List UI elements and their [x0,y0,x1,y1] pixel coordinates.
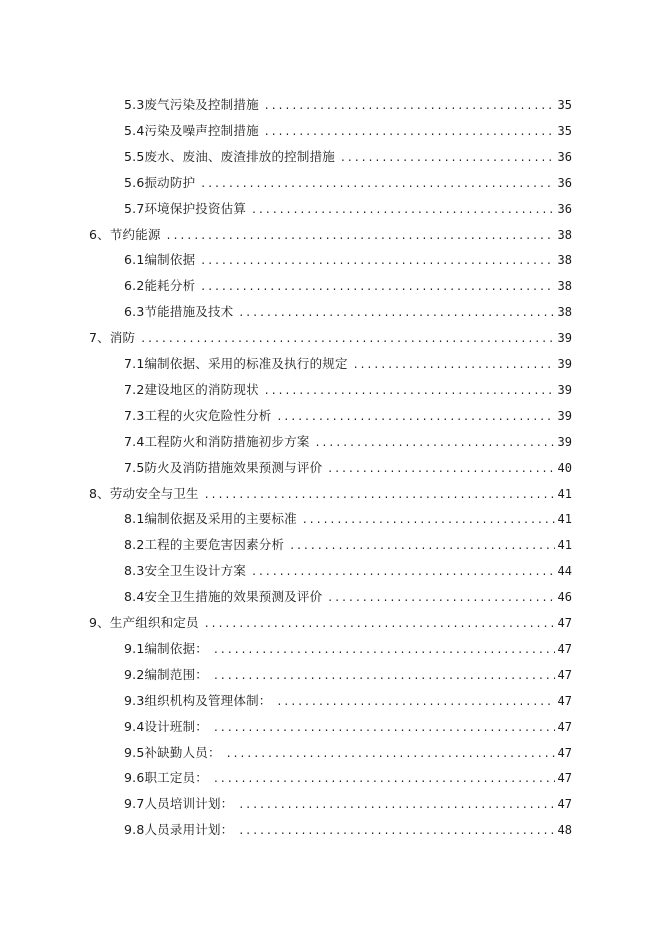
toc-entry-title: 8.1编制依据及采用的主要标准 [124,511,297,527]
toc-page-number: 38 [557,227,572,242]
toc-dot-leader [316,433,555,451]
toc-dot-leader [277,407,554,425]
toc-page-number: 36 [557,175,572,190]
toc-section-entry[interactable] [124,510,572,528]
toc-entry-title: 5.5废水、废油、废渣排放的控制措施 [124,148,335,164]
toc-page-number: 39 [557,382,572,397]
toc-page-number: 35 [557,98,572,112]
toc-section-entry[interactable] [124,821,572,839]
toc-entry-title: 7、消防 [89,330,136,346]
toc-entry-title: 8.4安全卫生措施的效果预测及评价 [124,589,323,605]
toc-dot-leader [328,459,554,477]
toc-entry-title: 7.4工程防火和消防措施初步方案 [124,433,310,449]
toc-page-number: 47 [557,719,572,734]
toc-section-entry[interactable] [124,303,572,321]
toc-page-number: 39 [557,357,572,371]
toc-entry-title: 9.3组织机构及管理体制： [124,692,272,708]
toc-entry-title: 5.7环境保护投资估算 [124,200,247,216]
toc-dot-leader [167,226,555,244]
toc-page-number: 47 [557,616,572,630]
toc-entry-title: 8、劳动安全与卫生 [89,485,199,501]
toc-section-entry[interactable] [124,174,572,192]
toc-entry-title: 9.7人员培训计划： [124,796,234,812]
toc-page-number: 44 [557,564,572,579]
toc-entry-title: 6.3节能措施及技术 [124,304,234,320]
toc-dot-leader [141,329,554,347]
toc-page-number: 41 [557,538,572,553]
toc-section-entry[interactable] [124,692,572,710]
toc-section-entry[interactable] [124,769,572,787]
toc-dot-leader [290,536,554,554]
toc-page-number: 41 [557,512,572,527]
toc-entry-title: 8.3安全卫生设计方案 [124,563,247,579]
toc-section-entry[interactable] [124,459,572,477]
toc-dot-leader [227,744,555,762]
toc-entry-title: 9.5补缺勤人员： [124,744,221,760]
toc-entry-title: 5.6振动防护 [124,174,196,190]
toc-entry-title: 7.3工程的火灾危险性分析 [124,407,272,423]
toc-page-number: 36 [557,149,572,164]
toc-section-entry[interactable] [124,200,572,218]
toc-dot-leader [214,666,555,684]
toc-dot-leader [201,251,554,269]
toc-section-entry[interactable] [124,744,572,762]
toc-dot-leader [214,640,555,658]
toc-entry-title: 9.2编制范围： [124,666,208,682]
toc-dot-leader [252,562,554,580]
toc-section-entry[interactable] [124,588,572,606]
toc-dot-leader [201,277,554,295]
toc-page-number: 39 [557,434,572,449]
toc-dot-leader [341,148,555,166]
toc-section-entry[interactable] [124,122,572,140]
toc-page-number: 38 [557,305,572,320]
toc-entry-title: 7.1编制依据、采用的标准及执行的规定 [124,356,348,371]
toc-entry-title: 7.5防火及消防措施效果预测与评价 [124,459,323,475]
toc-entry-title: 5.4污染及噪声控制措施 [124,122,259,138]
toc-page-number: 48 [557,823,572,838]
toc-chapter-entry[interactable] [89,485,572,503]
toc-section-entry[interactable] [124,718,572,736]
toc-dot-leader [214,718,555,736]
toc-section-entry[interactable] [124,96,572,114]
toc-page-number: 41 [557,486,572,501]
toc-page-number: 47 [557,797,572,812]
toc-page-number: 47 [557,693,572,708]
toc-dot-leader [205,485,555,503]
toc-chapter-entry[interactable] [89,329,572,347]
toc-page-number: 47 [557,641,572,656]
toc-page-number: 47 [557,771,572,786]
toc-entry-title: 9.4设计班制： [124,718,208,734]
toc-section-entry[interactable] [124,640,572,658]
toc-page-number: 39 [557,331,572,346]
toc-dot-leader [277,692,554,710]
toc-dot-leader [303,510,555,528]
toc-entry-title: 9、生产组织和定员 [89,615,199,630]
toc-entry-title: 7.2建设地区的消防现状 [124,381,259,397]
toc-entry-title: 9.6职工定员： [124,770,208,786]
toc-page-number: 36 [557,201,572,216]
toc-entry-title: 6.2能耗分析 [124,278,196,294]
toc-section-entry[interactable] [124,381,572,399]
toc-entry-title: 9.1编制依据： [124,640,208,656]
toc-section-entry[interactable] [124,277,572,295]
toc-dot-leader [205,614,555,632]
toc-entry-title: 8.2工程的主要危害因素分析 [124,537,285,553]
toc-section-entry[interactable] [124,795,572,813]
toc-dot-leader [328,588,554,606]
toc-chapter-entry[interactable] [89,226,572,244]
toc-page-number: 38 [557,279,572,294]
toc-page-number: 40 [557,460,572,475]
toc-dot-leader [201,174,554,192]
toc-chapter-entry[interactable] [89,614,572,632]
toc-section-entry[interactable] [124,148,572,166]
toc-dot-leader [214,769,555,787]
toc-page-number: 35 [557,123,572,138]
toc-dot-leader [239,303,554,321]
toc-dot-leader [239,795,554,813]
toc-entry-title: 6、节约能源 [89,226,161,242]
toc-entry-title: 6.1编制依据 [124,252,196,268]
toc-page-number: 39 [557,408,572,423]
toc-section-entry[interactable] [124,562,572,580]
toc-page-number: 47 [557,745,572,760]
toc-section-entry[interactable] [124,433,572,451]
toc-dot-leader [252,200,554,218]
toc-section-entry[interactable] [124,536,572,554]
toc-dot-leader [265,96,555,114]
toc-entry-title: 5.3废气污染及控制措施 [124,97,259,112]
toc-section-entry[interactable] [124,355,572,373]
toc-dot-leader [265,381,555,399]
toc-dot-leader [265,122,555,140]
toc-section-entry[interactable] [124,666,572,684]
toc-page-number: 46 [557,590,572,605]
toc-dot-leader [239,821,554,839]
toc-section-entry[interactable] [124,251,572,269]
toc-page-number: 38 [557,253,572,268]
toc-entry-title: 9.8人员录用计划： [124,822,234,838]
toc-page-number: 47 [557,667,572,682]
toc-dot-leader [354,355,555,373]
toc-section-entry[interactable] [124,407,572,425]
